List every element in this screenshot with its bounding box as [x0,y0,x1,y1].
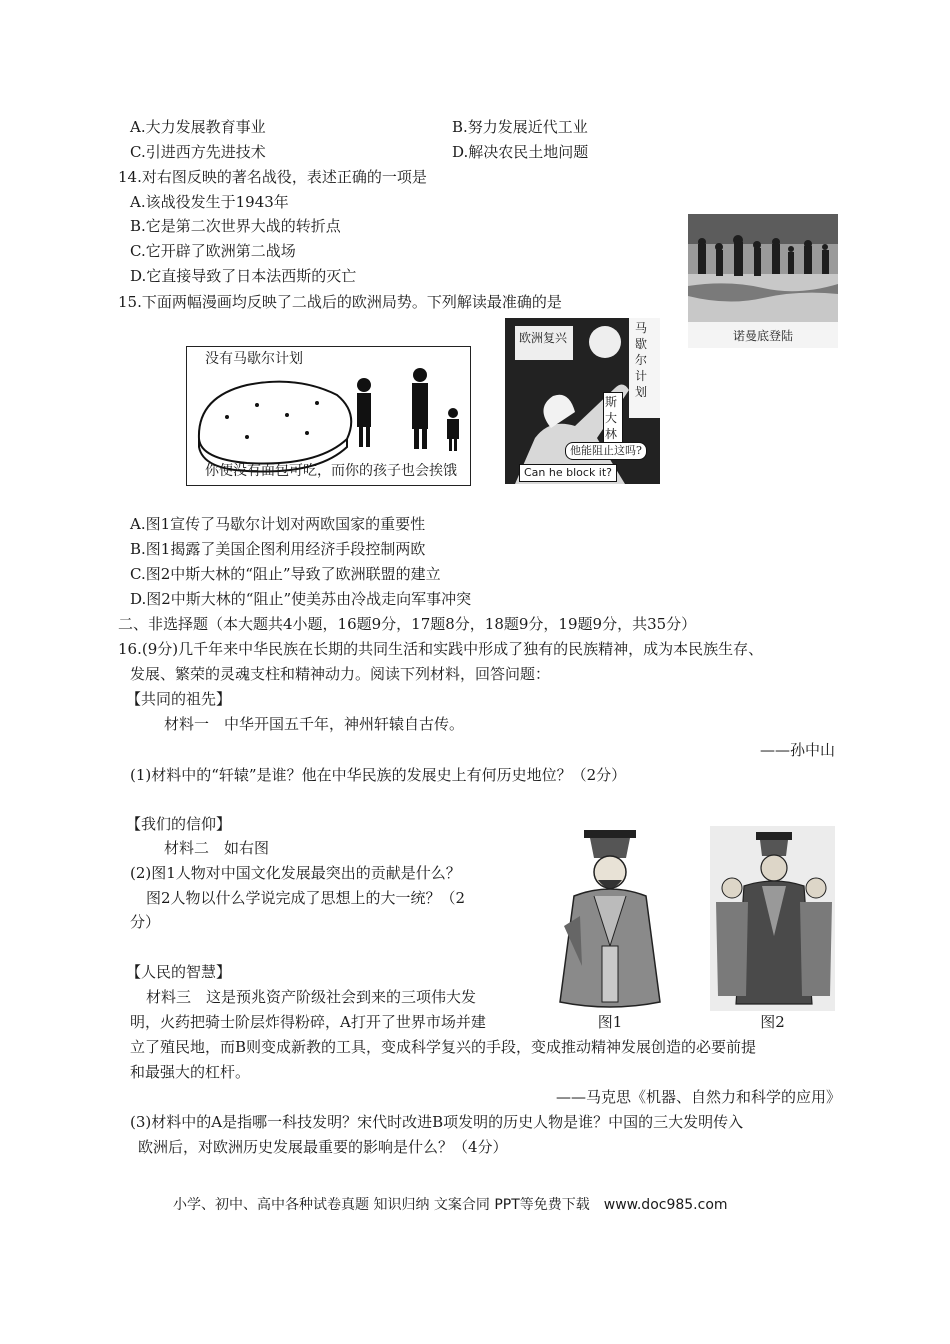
q15-option-d: D.图2中斯大林的“阻止”使美苏由冷战走向军事冲突 [130,590,472,608]
q16-question-3-line-2: 欧洲后，对欧洲历史发展最重要的影响是什么？（4分） [138,1138,508,1156]
q14-option-b: B.它是第二次世界大战的转折点 [130,217,341,235]
q16-question-3-line-1: (3)材料中的A是指哪一科技发明？宋代时改进B项发明的历史人物是谁？中国的三大发明传入 [130,1113,744,1131]
normandy-landing-image [688,214,838,322]
cartoon-2-label-europe: 欧洲复兴 [519,331,568,345]
q16-heading-wisdom: 【人民的智慧】 [126,963,232,981]
q14-option-c: C.它开辟了欧洲第二战场 [130,242,296,260]
q14-stem: 14.对右图反映的著名战役，表述正确的一项是 [118,168,427,186]
normandy-photo [688,214,838,348]
cartoon-1 [186,346,471,486]
q15-stem: 15.下面两幅漫画均反映了二战后的欧洲局势。下列解读最准确的是 [118,293,562,311]
cartoon-2 [505,318,660,484]
q14-option-a: A.该战役发生于1943年 [130,193,289,211]
q16-question-2-line-2: 图2人物以什么学说完成了思想上的大一统？（2 [146,889,466,907]
figure-2-portrait [710,826,835,1036]
figure-1-portrait [550,826,670,1036]
q16-material-3-source: ——马克思《机器、自然力和科学的应用》 [556,1088,842,1106]
q13-option-a: A.大力发展教育事业 [130,118,266,136]
figure-2-label: 图2 [760,1013,785,1031]
figure-1-label: 图1 [597,1013,623,1031]
q13-option-b: B.努力发展近代工业 [452,118,588,136]
q16-material-2: 材料二 如右图 [164,839,270,857]
q13-option-d: D.解决农民土地问题 [452,143,589,161]
q13-option-c: C.引进西方先进技术 [130,143,266,161]
section-2-heading: 二、非选择题（本大题共4小题，16题9分，17题8分，18题9分，19题9分，共35分） [118,615,697,633]
cartoon-2-english-caption: Can he block it? [519,464,617,482]
q16-heading-belief: 【我们的信仰】 [126,815,232,833]
normandy-photo-caption: 诺曼底登陆 [732,329,793,343]
q16-material-3-line-1: 材料三 这是预兆资产阶级社会到来的三项伟大发 [146,988,477,1006]
q16-intro-line-1: 16.(9分)几千年来中华民族在长期的共同生活和实践中形成了独有的民族精神，成为本民族生存、 [118,640,764,658]
q15-option-c: C.图2中斯大林的“阻止”导致了欧洲联盟的建立 [130,565,441,583]
q15-option-b: B.图1揭露了美国企图利用经济手段控制两欧 [130,540,426,558]
cartoon-2-label-marshall: 马歇尔计划 [635,321,648,399]
cartoon-2-speech-bubble: 他能阻止这吗? [565,442,647,460]
cartoon-1-title: 没有马歇尔计划 [205,351,303,367]
q16-material-3-line-4: 和最强大的杠杆。 [130,1063,251,1081]
q14-option-d: D.它直接导致了日本法西斯的灭亡 [130,267,357,285]
q16-material-1-source: ——孙中山 [760,741,836,759]
q16-intro-line-2: 发展、繁荣的灵魂支柱和精神动力。阅读下列材料，回答问题： [130,665,551,683]
cartoon-1-caption: 你便没有面包可吃，而你的孩子也会挨饿 [205,463,457,479]
figure-1-emperor-image [550,826,670,1011]
q16-heading-ancestor: 【共同的祖先】 [126,690,232,708]
q16-question-2-line-3: 分） [130,913,161,931]
figure-2-emperor-image [710,826,835,1011]
q15-option-a: A.图1宣传了马歇尔计划对两欧国家的重要性 [130,515,426,533]
q16-material-3-line-2: 明，火药把骑士阶层炸得粉碎，A打开了世界市场并建 [130,1013,486,1031]
q16-material-1: 材料一 中华开国五千年，神州轩辕自古传。 [164,715,465,733]
q16-question-1: (1)材料中的“轩辕”是谁？他在中华民族的发展史上有何历史地位？（2分） [130,766,627,784]
page-footer: 小学、初中、高中各种试卷真题 知识归纳 文案合同 PPT等免费下载 www.doc985.com [173,1197,728,1213]
q16-material-3-line-3: 立了殖民地，而B则变成新教的工具，变成科学复兴的手段，变成推动精神发展创造的必要前提 [130,1038,757,1056]
cartoon-2-label-stalin: 斯大林 [603,392,623,444]
q16-question-2-line-1: (2)图1人物对中国文化发展最突出的贡献是什么？ [130,864,461,882]
